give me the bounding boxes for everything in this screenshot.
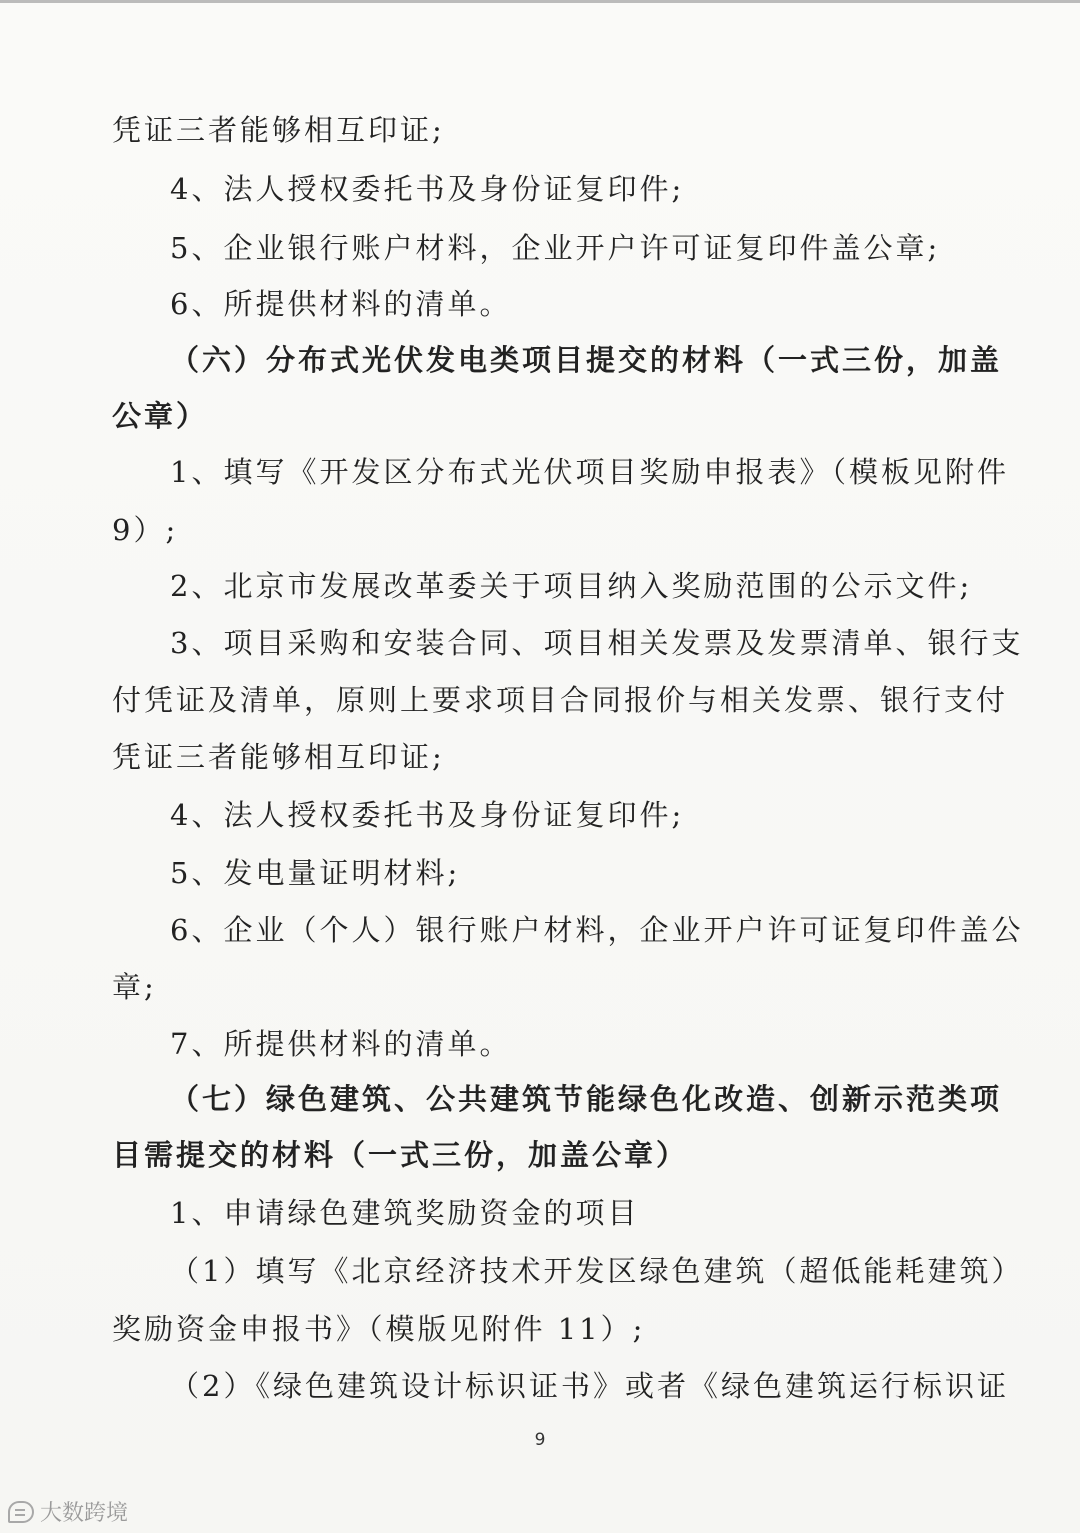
watermark: [8, 1496, 128, 1527]
section-heading-line: （七）绿色建筑、公共建筑节能绿色化改造、创新示范类项: [170, 1082, 1003, 1116]
body-text-line: 付凭证及清单，原则上要求项目合同报价与相关发票、银行支付: [112, 683, 1009, 717]
body-text-line: 4、法人授权委托书及身份证复印件;: [170, 798, 685, 832]
body-text-line: 6、所提供材料的清单。: [170, 287, 512, 321]
page-top-edge: [0, 0, 1080, 3]
section-heading-line: （六）分布式光伏发电类项目提交的材料（一式三份，加盖: [170, 343, 1003, 377]
body-text-line: 1、填写《开发区分布式光伏项目奖励申报表》（模板见附件: [170, 455, 1009, 489]
body-text-line: 1、申请绿色建筑奖励资金的项目: [170, 1196, 640, 1230]
body-text-line: 奖励资金申报书》（模版见附件 11）;: [112, 1312, 646, 1346]
body-text-line: 3、项目采购和安装合同、项目相关发票及发票清单、银行支: [170, 626, 1024, 660]
section-heading-line: 目需提交的材料（一式三份，加盖公章）: [112, 1138, 689, 1172]
body-text-line: 2、北京市发展改革委关于项目纳入奖励范围的公示文件;: [170, 569, 973, 603]
body-text-line: 7、所提供材料的清单。: [170, 1027, 512, 1061]
body-text-line: （2）《绿色建筑设计标识证书》或者《绿色建筑运行标识证: [170, 1369, 1009, 1403]
body-text-line: 4、法人授权委托书及身份证复印件;: [170, 172, 685, 206]
section-heading-line: 公章）: [112, 399, 209, 433]
chat-bubble-icon: [8, 1501, 34, 1523]
body-text-line: 5、发电量证明材料;: [170, 856, 461, 890]
body-text-line: 凭证三者能够相互印证;: [112, 740, 445, 774]
body-text-line: 章;: [112, 970, 157, 1004]
body-text-line: （1）填写《北京经济技术开发区绿色建筑（超低能耗建筑）: [170, 1254, 1024, 1288]
body-text-line: 9）;: [112, 513, 179, 547]
page-number: 9: [534, 1430, 546, 1450]
body-text-line: 凭证三者能够相互印证;: [112, 113, 445, 147]
body-text-line: 6、企业（个人）银行账户材料，企业开户许可证复印件盖公: [170, 913, 1024, 947]
watermark-text: 大数跨境: [40, 1501, 129, 1526]
body-text-line: 5、企业银行账户材料，企业开户许可证复印件盖公章;: [170, 231, 941, 265]
